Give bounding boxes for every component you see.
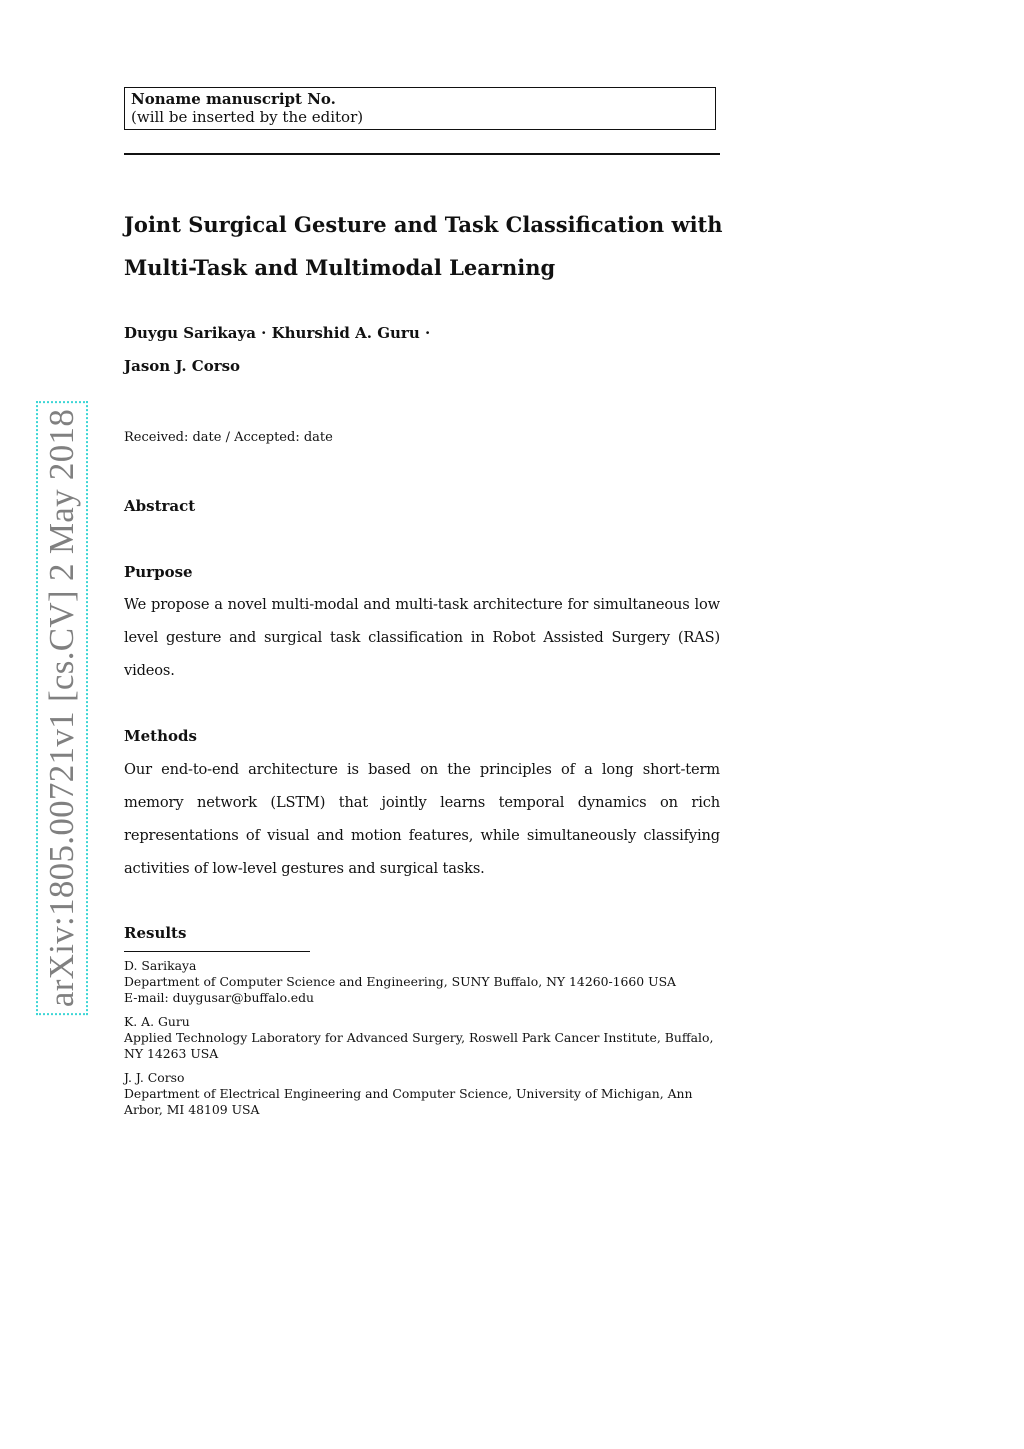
- editor-note: (will be inserted by the editor): [131, 108, 364, 126]
- manuscript-label: Noname manuscript No.: [131, 90, 336, 108]
- affiliation-name: K. A. Guru: [124, 1014, 190, 1029]
- affiliation-name: D. Sarikaya: [124, 958, 197, 973]
- author-list: [124, 317, 724, 383]
- authors-line-1: Duygu Sarikaya · Khurshid A. Guru ·: [124, 324, 431, 342]
- title-line-2: Multi-Task and Multimodal Learning: [124, 255, 556, 280]
- affiliation-corso: [124, 1070, 720, 1118]
- affiliation-name: J. J. Corso: [124, 1070, 185, 1085]
- affiliation-address: Department of Electrical Engineering and Computer Science, University of Michigan, Ann: [124, 1086, 693, 1101]
- arxiv-identifier-stamp: arXiv:1805.00721v1 [cs.CV] 2 May 2018: [36, 401, 88, 1015]
- affiliation-address: Arbor, MI 48109 USA: [124, 1102, 260, 1117]
- methods-text: Our end-to-end architecture is based on the principles of a long short-term memory network (LSTM) that jointly learns temporal dynamics on rich representations of visual and motion features, while simultaneously classifying activities of low-level gestures and surgical tasks.: [124, 761, 720, 877]
- manuscript-number-box: [124, 87, 716, 130]
- header-rule: [124, 153, 720, 155]
- results-heading: Results: [124, 924, 187, 942]
- purpose-heading: Purpose: [124, 563, 193, 581]
- paper-title: [124, 203, 744, 289]
- authors-line-2: Jason J. Corso: [124, 357, 241, 375]
- affiliation-address: Department of Computer Science and Engineering, SUNY Buffalo, NY 14260-1660 USA: [124, 974, 677, 989]
- affiliations: [124, 958, 720, 1126]
- affiliation-address: Applied Technology Laboratory for Advanced Surgery, Roswell Park Cancer Institute, Buffalo,: [124, 1030, 714, 1045]
- abstract-heading: Abstract: [124, 497, 196, 515]
- affiliation-sarikaya: [124, 958, 720, 1006]
- affiliation-address: NY 14263 USA: [124, 1046, 219, 1061]
- affiliation-email: E-mail: duygusar@buffalo.edu: [124, 990, 315, 1005]
- purpose-text: We propose a novel multi-modal and multi-task architecture for simultaneous low level gesture and surgical task classification in Robot Assisted Surgery (RAS) videos.: [124, 596, 720, 679]
- title-line-1: Joint Surgical Gesture and Task Classification with: [124, 212, 723, 237]
- affiliation-guru: [124, 1014, 720, 1062]
- methods-heading: Methods: [124, 727, 197, 745]
- footnote-rule: [124, 951, 310, 952]
- received-accepted-dates: Received: date / Accepted: date: [124, 430, 333, 445]
